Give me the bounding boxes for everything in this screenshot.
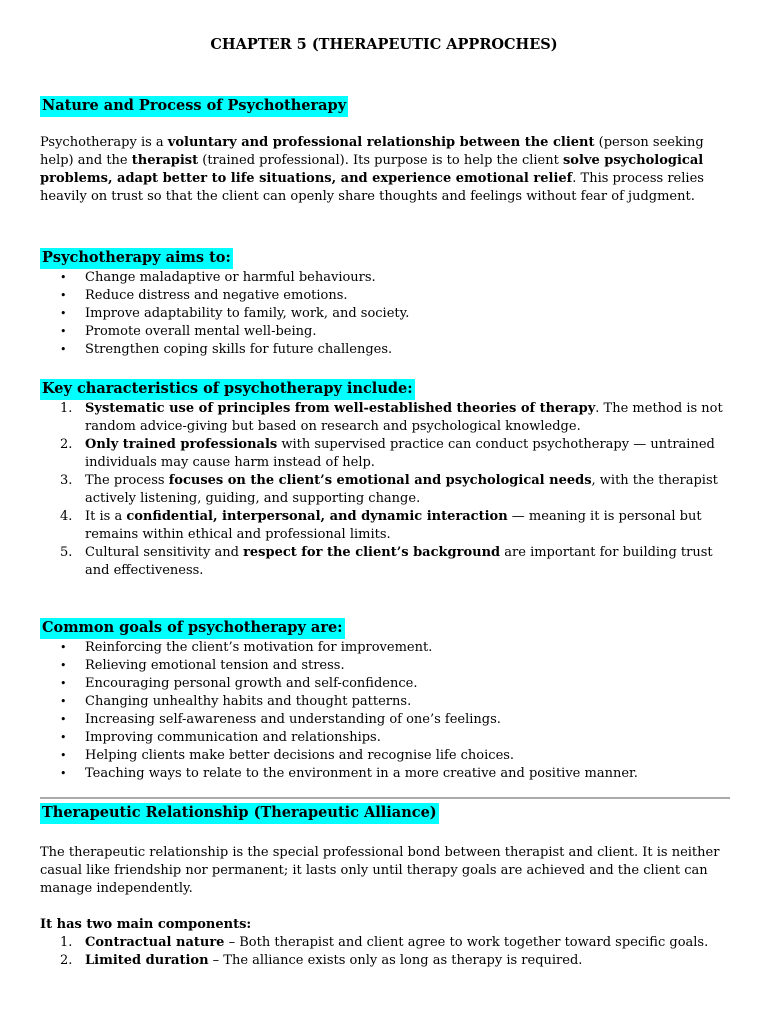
list-item-text: Improving communication and relationships. [85, 730, 381, 745]
characteristics-list [40, 400, 730, 580]
bold-text: respect for the client’s background [243, 545, 501, 560]
text: Cultural sensitivity and [85, 545, 244, 560]
bullet-icon: • [60, 343, 67, 356]
bullet-icon: • [60, 325, 67, 338]
list-item-text: Strengthen coping skills for future challenges. [85, 342, 393, 357]
list-item [40, 952, 730, 970]
list-item-text: Promote overall mental well-being. [85, 324, 317, 339]
list-item-text: Change maladaptive or harmful behaviours. [85, 270, 376, 285]
list-item [40, 544, 730, 580]
list-item [40, 657, 730, 675]
list-item [40, 341, 730, 359]
bold-text: Limited duration [85, 953, 209, 968]
list-item-text: Helping clients make better decisions and recognise life choices. [85, 748, 515, 763]
list-number: 3. [60, 473, 73, 488]
text: – Both therapist and client agree to work together toward specific goals. [224, 935, 709, 950]
list-number: 5. [60, 545, 73, 560]
list-item-text: Improve adaptability to family, work, and society. [85, 306, 410, 321]
text: — meaning it is personal but remains within ethical and professional limits. [85, 509, 702, 542]
bold-text: therapist [131, 153, 199, 168]
list-number: 4. [60, 509, 73, 524]
bullet-icon: • [60, 695, 67, 708]
bold-text: focuses on the client’s emotional and psychological needs [168, 473, 592, 488]
subheading: It has two main components: [40, 917, 252, 932]
text: with supervised practice can conduct psychotherapy — untrained individuals may cause harm instead of help. [85, 437, 715, 470]
components-list [40, 934, 730, 970]
text: (trained professional). Its purpose is to help the client [198, 153, 563, 168]
section-therapeutic-relationship [40, 803, 730, 970]
list-number: 2. [60, 953, 73, 968]
list-number: 2. [60, 437, 73, 452]
bullet-icon: • [60, 713, 67, 726]
bullet-icon: • [60, 659, 67, 672]
list-item [40, 765, 730, 783]
aims-list [40, 269, 730, 359]
section-heading: Therapeutic Relationship (Therapeutic Alliance) [40, 803, 439, 824]
section-goals [40, 618, 730, 783]
section-heading: Common goals of psychotherapy are: [40, 618, 345, 639]
bold-text: Only trained professionals [85, 437, 278, 452]
bullet-icon: • [60, 289, 67, 302]
section-heading: Nature and Process of Psychotherapy [40, 96, 348, 117]
list-item-text: Increasing self-awareness and understanding of one’s feelings. [85, 712, 501, 727]
list-item [40, 747, 730, 765]
list-number: 1. [60, 401, 73, 416]
bullet-icon: • [60, 307, 67, 320]
text: Psychotherapy is a [40, 135, 168, 150]
section-paragraph: The therapeutic relationship is the special professional bond between therapist and client. It is neither casual like friendship nor permanent; it lasts only until therapy goals are achieved and the client can manage independently. [40, 845, 720, 896]
bullet-icon: • [60, 641, 67, 654]
text: are important for building trust and effectiveness. [85, 545, 713, 578]
bullet-icon: • [60, 271, 67, 284]
list-item-text: Encouraging personal growth and self-confidence. [85, 676, 418, 691]
list-item-text: Reinforcing the client’s motivation for improvement. [85, 640, 433, 655]
chapter-title: CHAPTER 5 (THERAPEUTIC APPROCHES) [210, 36, 558, 53]
list-item-text: Changing unhealthy habits and thought patterns. [85, 694, 412, 709]
text: . The method is not random advice-giving but based on research and psychological knowledge. [85, 401, 723, 434]
bullet-icon: • [60, 749, 67, 762]
section-paragraph [40, 134, 730, 206]
list-item-text: Reduce distress and negative emotions. [85, 288, 348, 303]
text: – The alliance exists only as long as therapy is required. [208, 953, 583, 968]
list-item-text: Teaching ways to relate to the environment in a more creative and positive manner. [85, 766, 638, 781]
text: , with the therapist actively listening, guiding, and supporting change. [85, 473, 718, 506]
list-item [40, 711, 730, 729]
goals-list [40, 639, 730, 783]
section-heading: Key characteristics of psychotherapy include: [40, 379, 415, 400]
list-item [40, 639, 730, 657]
section-aims [40, 248, 730, 359]
text: It is a [85, 509, 127, 524]
list-number: 1. [60, 935, 73, 950]
section-heading: Psychotherapy aims to: [40, 248, 233, 269]
list-item [40, 934, 730, 952]
list-item [40, 729, 730, 747]
list-item [40, 287, 730, 305]
list-item [40, 323, 730, 341]
list-item [40, 305, 730, 323]
section-nature [40, 96, 730, 206]
list-item [40, 693, 730, 711]
list-item [40, 508, 730, 544]
bold-text: Systematic use of principles from well-established theories of therapy [85, 401, 596, 416]
bullet-icon: • [60, 677, 67, 690]
bold-text: confidential, interpersonal, and dynamic interaction [126, 509, 508, 524]
text: (person seeking help) and the [40, 135, 704, 168]
bullet-icon: • [60, 767, 67, 780]
bold-text: voluntary and professional relationship between the client [167, 135, 595, 150]
text: The process [85, 473, 169, 488]
bold-text: solve psychological problems, adapt better to life situations, and experience emotional relief [40, 153, 704, 186]
section-divider [40, 797, 730, 799]
bold-text: Contractual nature [85, 935, 225, 950]
list-item [40, 400, 730, 436]
list-item [40, 269, 730, 287]
list-item [40, 675, 730, 693]
text: . This process relies heavily on trust so that the client can openly share thoughts and feelings without fear of judgment. [40, 171, 704, 204]
list-item-text: Relieving emotional tension and stress. [85, 658, 345, 673]
list-item [40, 472, 730, 508]
section-characteristics [40, 379, 730, 580]
list-item [40, 436, 730, 472]
bullet-icon: • [60, 731, 67, 744]
